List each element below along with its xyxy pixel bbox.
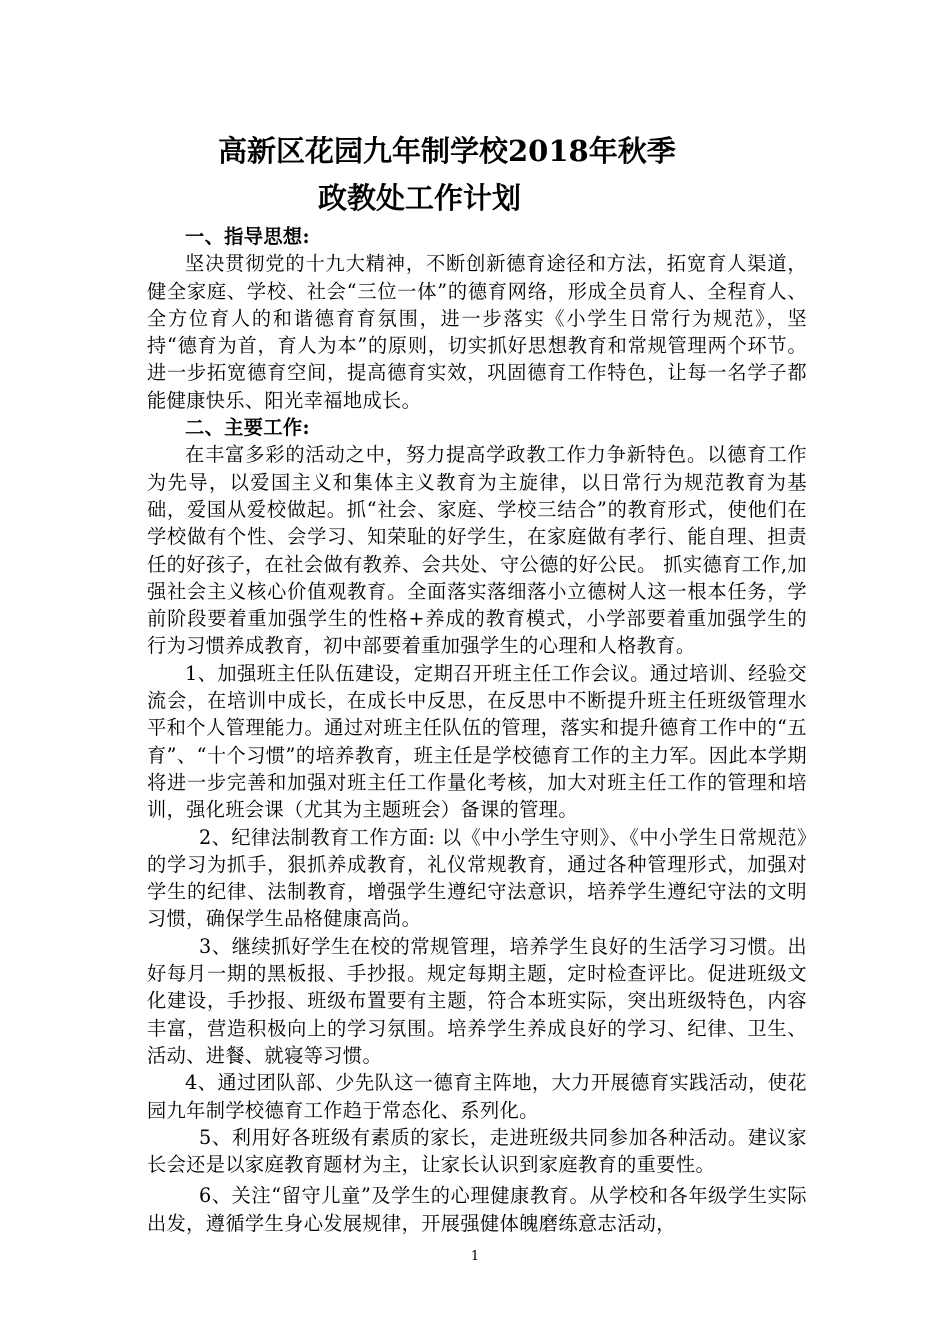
paragraph-guiding-ideology: 坚决贯彻党的十九大精神，不断创新德育途径和方法，拓宽育人渠道，健全家庭、学校、社会“三位一体”的德育网络，形成全员育人、全程育人、全方位育人的和谐德育育氛围，进一步落实《小学生日常行为规范》，坚持“德育为首，育人为本”的原则，切实抓好思想教育和常规管理两个环节。进一步拓宽德育空间，提高德育实效，巩固德育工作特色，让每一名学子都能健康快乐、阳光幸福地成长。 — [147, 252, 807, 412]
work-item-5: 5、利用好各班级有素质的家长，走进班级共同参加各种活动。建议家长会还是以家庭教育题材为主，让家长认识到家庭教育的重要性。 — [147, 1125, 807, 1177]
work-item-2: 2、纪律法制教育工作方面: 以《中小学生守则》、《中小学生日常规范》的学习为抓手，狠抓养成教育，礼仪常规教育，通过各种管理形式，加强对学生的纪律、法制教育，增强学生遵纪守法意识，培养学生遵纪守法的文明习惯，确保学生品格健康高尚。 — [147, 825, 807, 931]
paragraph-main-work: 在丰富多彩的活动之中，努力提高学政教工作力争新特色。以德育工作为先导，以爱国主义和集体主义教育为主旋律，以日常行为规范教育为基础，爱国从爱校做起。抓“社会、家庭、学校三结合”的教育形式，使他们在学校做有个性、会学习、知荣耻的好学生，在家庭做有孝行、能自理、担责任的好孩子，在社会做有教养、会共处、守公德的好公民。 抓实德育工作,加强社会主义核心价值观教育。全面落实落细落小立德树人这一根本任务，学前阶段要着重加强学生的性格+养成的教育模式，小学部要着重加强学生的行为习惯养成教育，初中部要着重加强学生的心理和人格教育。 — [147, 443, 807, 658]
document-body — [147, 223, 807, 1237]
work-item-1: 1、加强班主任队伍建设，定期召开班主任工作会议。通过培训、经验交流会，在培训中成长，在成长中反思，在反思中不断提升班主任班级管理水平和个人管理能力。通过对班主任队伍的管理，落实和提升德育工作中的“五育”、“十个习惯”的培养教育，班主任是学校德育工作的主力军。因此本学期将进一步完善和加强对班主任工作量化考核，加大对班主任工作的管理和培训，强化班会课（尤其为主题班会）备课的管理。 — [147, 661, 807, 822]
document-title-line-2: 政教处工作计划 — [318, 181, 522, 215]
section-heading-guiding-ideology: 一、指导思想: — [185, 225, 311, 248]
work-item-3: 3、继续抓好学生在校的常规管理，培养学生良好的生活学习习惯。出好每月一期的黑板报、手抄报。规定每期主题，定时检查评比。促进班级文化建设，手抄报、班级布置要有主题，符合本班实际，突出班级特色，内容丰富，营造积极向上的学习氛围。培养学生养成良好的学习、纪律、卫生、活动、进餐、就寝等习惯。 — [147, 934, 807, 1067]
work-item-6: 6、关注“留守儿童”及学生的心理健康教育。从学校和各年级学生实际出发，遵循学生身心发展规律，开展强健体魄磨练意志活动， — [147, 1184, 807, 1235]
document-title-line-1: 高新区花园九年制学校2018年秋季 — [218, 134, 676, 168]
page-number: 1 — [470, 1249, 480, 1264]
section-heading-main-work: 二、主要工作: — [185, 416, 311, 440]
work-item-4: 4、通过团队部、少先队这一德育主阵地，大力开展德育实践活动，使花园九年制学校德育工作趋于常态化、系列化。 — [147, 1071, 807, 1122]
